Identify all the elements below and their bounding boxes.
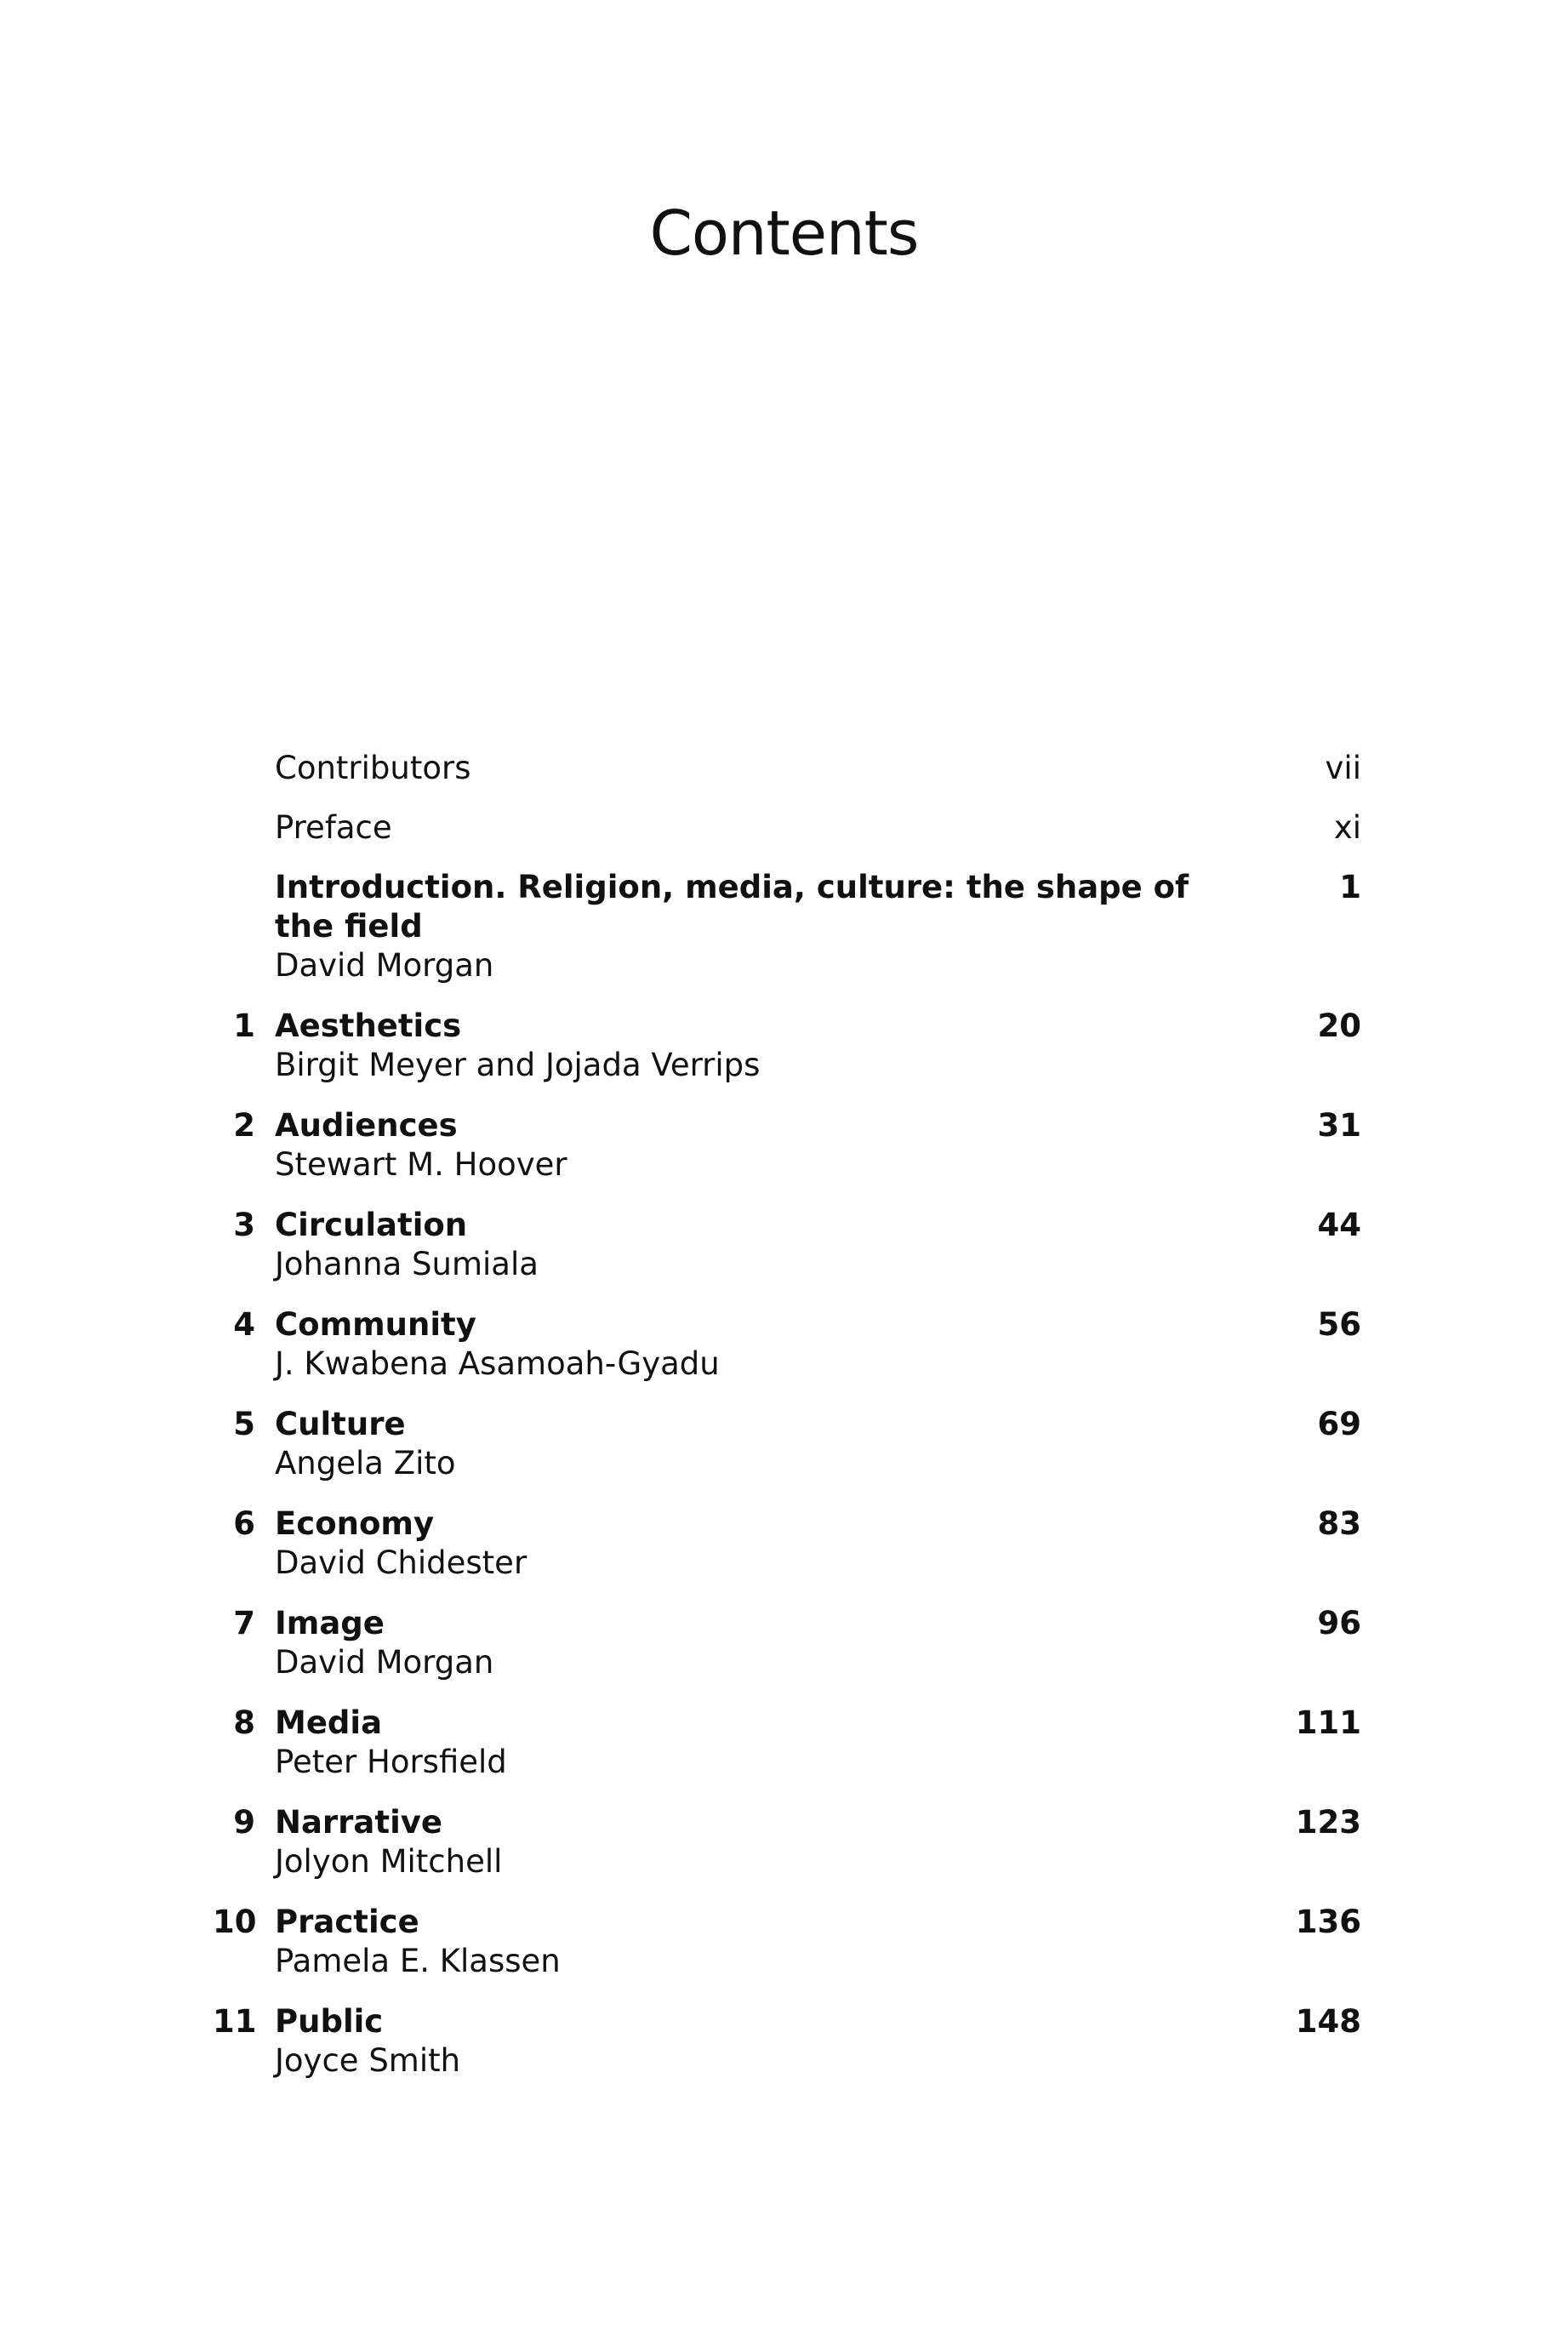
entry-author: Pamela E. Klassen [275,1943,561,1979]
entry-author: Angela Zito [275,1445,456,1481]
page-number: 136 [1295,1904,1361,1940]
entry-title: Aesthetics [275,1008,462,1044]
chapter-number: 3 [233,1207,255,1243]
entry-author: Peter Horsfield [275,1744,507,1780]
toc-entry-chapter[interactable] [213,2002,1361,2081]
entry-body [275,1604,1242,1682]
page-number: 148 [1295,2003,1361,2040]
entry-body [275,1007,1242,1085]
entry-title: Image [275,1605,385,1641]
entry-title: Community [275,1306,476,1343]
entry-body [275,1206,1242,1284]
entry-body [275,1305,1242,1384]
chapter-list [213,1007,1361,2081]
page-number: 31 [1317,1107,1361,1144]
entry-author: David Chidester [275,1544,527,1581]
entry-title: Audiences [275,1107,458,1144]
page-number: 123 [1295,1804,1361,1841]
chapter-number: 1 [233,1008,255,1044]
toc-entry-chapter[interactable] [213,1206,1361,1284]
toc-entry-chapter[interactable] [213,1405,1361,1483]
page-number: vii [1325,750,1361,786]
table-of-contents [213,749,1361,2102]
page-number: 69 [1317,1406,1361,1442]
entry-title: Contributors [275,750,471,786]
page-number: 44 [1317,1207,1361,1243]
toc-entry-chapter[interactable] [213,1604,1361,1682]
entry-author: David Morgan [275,1644,494,1681]
entry-title: Culture [275,1406,406,1442]
toc-entry-contributors[interactable] [213,749,1361,788]
toc-entry-chapter[interactable] [213,1504,1361,1583]
entry-title: Circulation [275,1207,468,1243]
page-number: xi [1333,809,1361,846]
toc-entry-chapter[interactable] [213,1803,1361,1881]
entry-body [275,1405,1242,1483]
page-number: 1 [1339,869,1361,905]
chapter-number: 5 [233,1406,255,1442]
page-number: 96 [1317,1605,1361,1641]
toc-entry-chapter[interactable] [213,1903,1361,1981]
toc-entry-introduction[interactable] [213,868,1361,985]
entry-body [275,2002,1242,2081]
toc-entry-chapter[interactable] [213,1007,1361,1085]
chapter-number: 2 [233,1107,255,1144]
entry-author: Johanna Sumiala [275,1246,539,1282]
entry-title: Introduction. Religion, media, culture: the shape of the field [275,869,1189,945]
entry-title: Media [275,1704,383,1741]
entry-title: Narrative [275,1804,442,1841]
page-number: 111 [1295,1704,1361,1741]
entry-author: J. Kwabena Asamoah-Gyadu [275,1345,720,1382]
chapter-number: 6 [233,1505,255,1542]
chapter-number: 8 [233,1704,255,1741]
entry-author: Birgit Meyer and Jojada Verrips [275,1047,761,1083]
entry-author: Stewart M. Hoover [275,1146,567,1183]
chapter-number: 10 [213,1904,257,1940]
entry-body [275,1704,1242,1782]
entry-author: Joyce Smith [275,2042,461,2079]
toc-entry-chapter[interactable] [213,1305,1361,1384]
entry-title: Economy [275,1505,435,1542]
entry-author: David Morgan [275,947,494,984]
entry-body [275,868,1242,985]
page-number: 83 [1317,1505,1361,1542]
entry-body [275,1903,1242,1981]
entry-title: Preface [275,809,392,846]
page-number: 20 [1317,1008,1361,1044]
entry-title: Practice [275,1904,419,1940]
entry-title: Public [275,2003,384,2040]
chapter-number: 11 [213,2003,257,2040]
entry-body [275,1504,1242,1583]
page-number: 56 [1317,1306,1361,1343]
chapter-number: 4 [233,1306,255,1343]
page-title: Contents [649,197,919,269]
entry-body [275,1803,1242,1881]
toc-entry-chapter[interactable] [213,1106,1361,1185]
toc-entry-preface[interactable] [213,808,1361,848]
toc-entry-chapter[interactable] [213,1704,1361,1782]
chapter-number: 9 [233,1804,255,1841]
entry-author: Jolyon Mitchell [275,1843,503,1880]
chapter-number: 7 [233,1605,255,1641]
entry-body [275,1106,1242,1185]
